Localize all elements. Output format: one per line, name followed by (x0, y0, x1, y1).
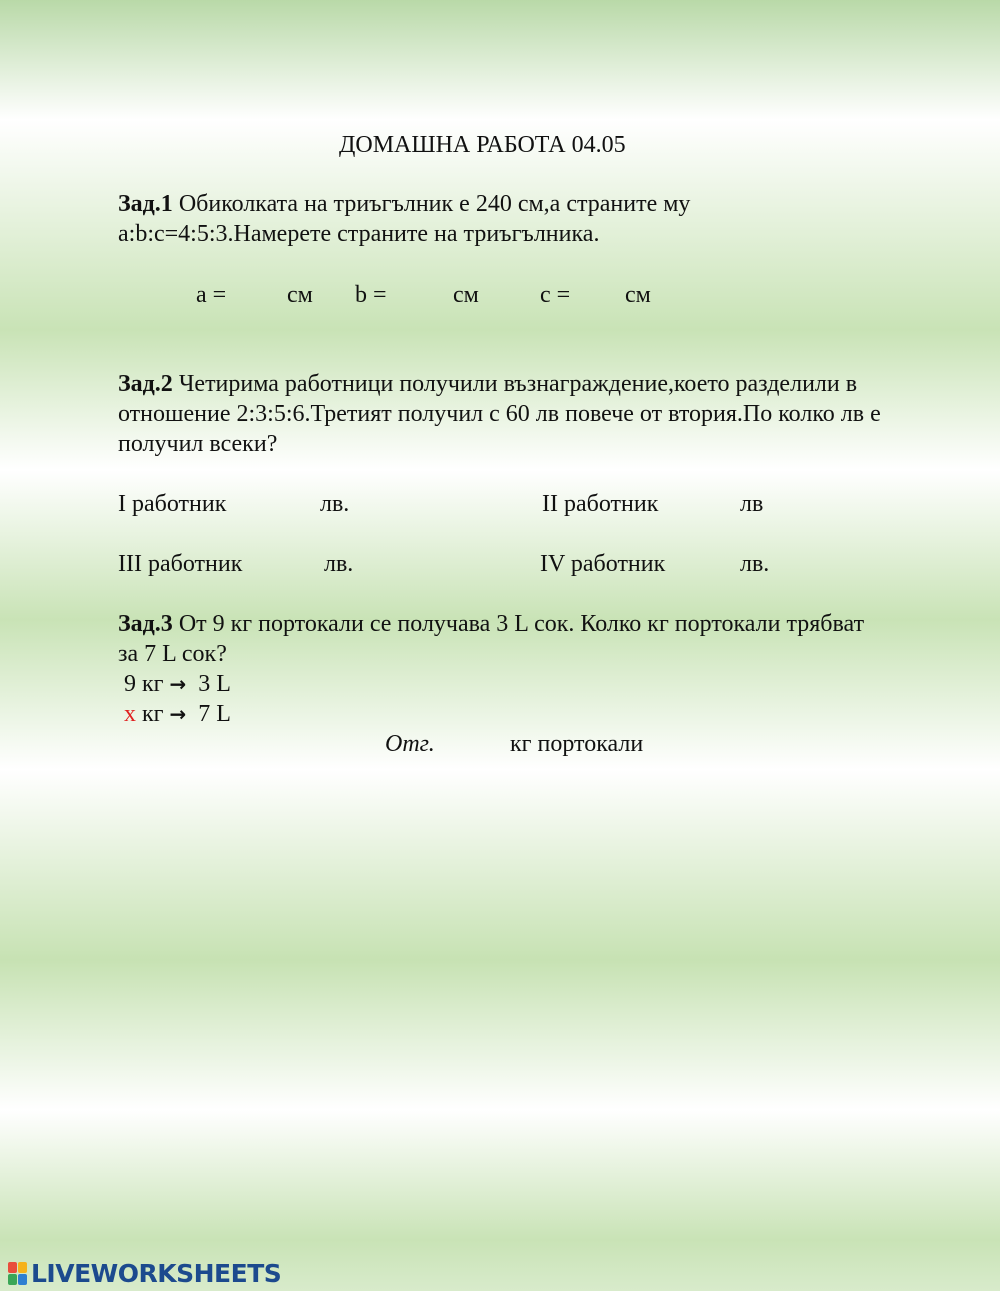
task1-text (118, 189, 968, 249)
task1-b-label: b = (355, 282, 387, 308)
row2-right: 7 L (198, 701, 231, 727)
worker3-unit: лв. (324, 551, 354, 577)
task2-label: Зад.2 (118, 371, 173, 397)
worker4-unit: лв. (740, 551, 770, 577)
row2-variable: x (124, 701, 136, 727)
worker4-label: IV работник (540, 551, 666, 577)
task3-text (118, 609, 968, 669)
proportion-row-1 (124, 669, 231, 699)
arrow-right-icon: → (169, 702, 187, 726)
task3-line2: за 7 L сок? (118, 641, 227, 667)
task1-c-label: c = (540, 282, 571, 308)
task2-text (118, 369, 968, 459)
task2-line3: получил всеки? (118, 431, 278, 457)
task1-a-unit: см (287, 282, 313, 308)
task1-a-label: a = (196, 282, 227, 308)
task3-label: Зад.3 (118, 611, 173, 637)
worker2-unit: лв (740, 491, 764, 517)
task2-line2: отношение 2:3:5:6.Третият получил с 60 лв повече от втория.По колко лв е (118, 401, 881, 427)
task1-label: Зад.1 (118, 191, 173, 217)
logo-square (18, 1262, 27, 1273)
logo-square (8, 1274, 17, 1285)
answer-unit: кг портокали (510, 731, 644, 757)
task1-c-unit: см (625, 282, 651, 308)
row2-left: кг (142, 701, 164, 727)
worker3-label: III работник (118, 551, 243, 577)
proportion-row-2 (124, 699, 231, 729)
task1-line1: Обиколката на триъгълник е 240 см,а страните му (178, 191, 691, 217)
answer-label: Отг. (385, 731, 435, 757)
logo-square (8, 1262, 17, 1273)
task2-line1: Четирима работници получили възнаграждение,което разделили в (178, 371, 858, 397)
arrow-right-icon: → (169, 672, 187, 696)
worker2-label: II работник (542, 491, 659, 517)
worker1-label: I работник (118, 491, 227, 517)
page-title: ДОМАШНА РАБОТА 04.05 (339, 132, 626, 158)
task1-b-unit: см (453, 282, 479, 308)
logo-icon (8, 1262, 27, 1285)
logo-text: LIVEWORKSHEETS (31, 1258, 282, 1288)
task1-line2: a:b:c=4:5:3.Намерете страните на триъгълника. (118, 221, 600, 247)
liveworksheets-logo (8, 1256, 281, 1290)
task3-line1: От 9 кг портокали се получава 3 L сок. Колко кг портокали трябват (178, 611, 865, 637)
row1-right: 3 L (198, 671, 231, 697)
row1-left: 9 кг (124, 671, 164, 697)
worker1-unit: лв. (320, 491, 350, 517)
logo-square (18, 1274, 27, 1285)
